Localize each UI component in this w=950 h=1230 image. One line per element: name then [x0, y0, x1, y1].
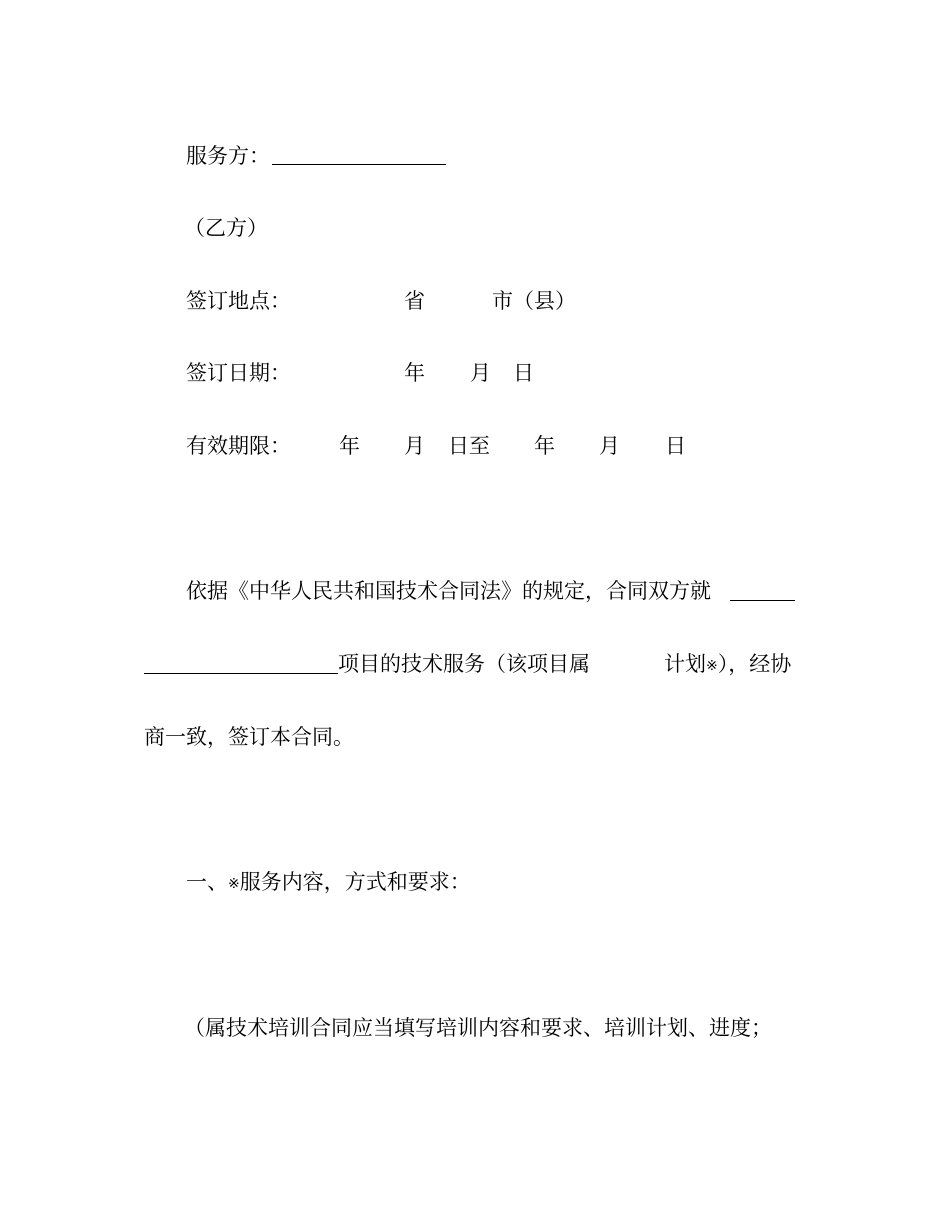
section-1-title: 服务内容，方式和要求： [239, 870, 471, 894]
plan-label: 计划 [664, 652, 706, 676]
service-party-blank [272, 163, 446, 165]
validity-end-month: 月 [599, 434, 620, 458]
reference-mark: ※ [706, 658, 718, 674]
city-label: 市（县） [492, 289, 576, 313]
sign-year-label: 年 [404, 361, 425, 385]
sign-place-label: 签订地点： [186, 289, 291, 313]
section-1-reference-mark: ※ [228, 876, 240, 892]
validity-label: 有效期限： [186, 434, 291, 458]
training-note: （属技术培训合同应当填写培训内容和要求、培训计划、进度； [184, 1016, 772, 1040]
sign-date-label: 签订日期： [186, 361, 291, 385]
section-1-heading [186, 869, 471, 897]
validity-start-year: 年 [339, 434, 360, 458]
intro-line-2-plan [664, 651, 791, 679]
project-blank-1 [730, 599, 795, 601]
intro-line-2a: 项目的技术服务（该项目属 [338, 652, 590, 676]
validity-end-day: 日 [665, 434, 686, 458]
intro-line-2c: ），经协 [717, 652, 792, 676]
sign-day-label: 日 [513, 361, 534, 385]
party-b-label: （乙方） [184, 216, 268, 240]
intro-line-3: 商一致，签订本合同。 [144, 725, 354, 749]
province-label: 省 [404, 289, 425, 313]
section-1-number: 一、 [186, 870, 228, 894]
validity-day-to: 日至 [448, 434, 490, 458]
validity-end-year: 年 [534, 434, 555, 458]
project-blank-2 [144, 672, 338, 674]
sign-month-label: 月 [470, 361, 491, 385]
validity-start-month: 月 [404, 434, 425, 458]
service-party-label: 服务方： [186, 144, 270, 168]
intro-line-1: 依据《中华人民共和国技术合同法》的规定，合同双方就 [186, 579, 711, 603]
